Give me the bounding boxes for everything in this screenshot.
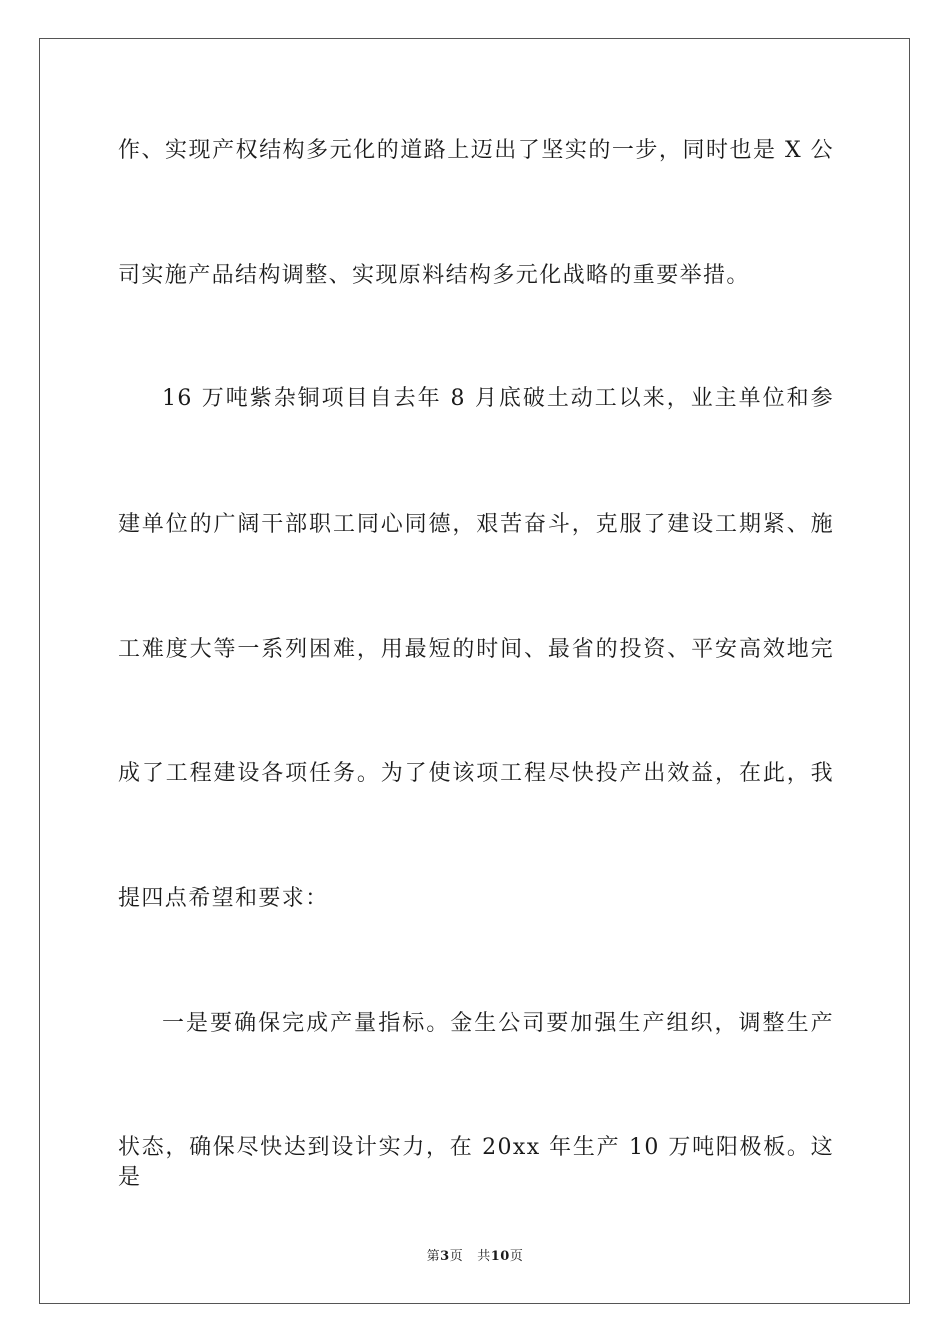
page-footer bbox=[0, 1248, 950, 1266]
body-text-line-5: 工难度大等一系列困难，用最短的时间、最省的投资、平安高效地完 bbox=[118, 637, 834, 662]
footer-page-suffix: 页 bbox=[449, 1249, 464, 1264]
footer-page-number: 3 bbox=[440, 1249, 450, 1264]
body-text-line-2: 司实施产品结构调整、实现原料结构多元化战略的重要举措。 bbox=[118, 263, 750, 288]
footer-total-suffix: 页 bbox=[509, 1249, 524, 1264]
body-text-line-4: 建单位的广阔干部职工同心同德，艰苦奋斗，克服了建设工期紧、施 bbox=[118, 512, 834, 537]
footer-total-prefix: 共 bbox=[477, 1249, 491, 1264]
body-text-line-1: 作、实现产权结构多元化的道路上迈出了坚实的一步，同时也是 X 公 bbox=[118, 138, 834, 163]
footer-page-prefix: 第 bbox=[426, 1249, 441, 1264]
body-text-line-7: 提四点希望和要求： bbox=[118, 886, 329, 911]
body-text-line-8: 一是要确保完成产量指标。金生公司要加强生产组织，调整生产 bbox=[162, 1011, 834, 1036]
footer-total-number: 10 bbox=[490, 1249, 510, 1264]
body-text-line-6: 成了工程建设各项任务。为了使该项工程尽快投产出效益，在此，我 bbox=[118, 761, 834, 786]
body-text-line-9: 状态，确保尽快达到设计实力，在 20xx 年生产 10 万吨阳极板。这是 bbox=[118, 1135, 834, 1190]
body-text-line-3: 16 万吨紫杂铜项目自去年 8 月底破土动工以来，业主单位和参 bbox=[162, 386, 834, 411]
page-border bbox=[39, 38, 910, 1304]
